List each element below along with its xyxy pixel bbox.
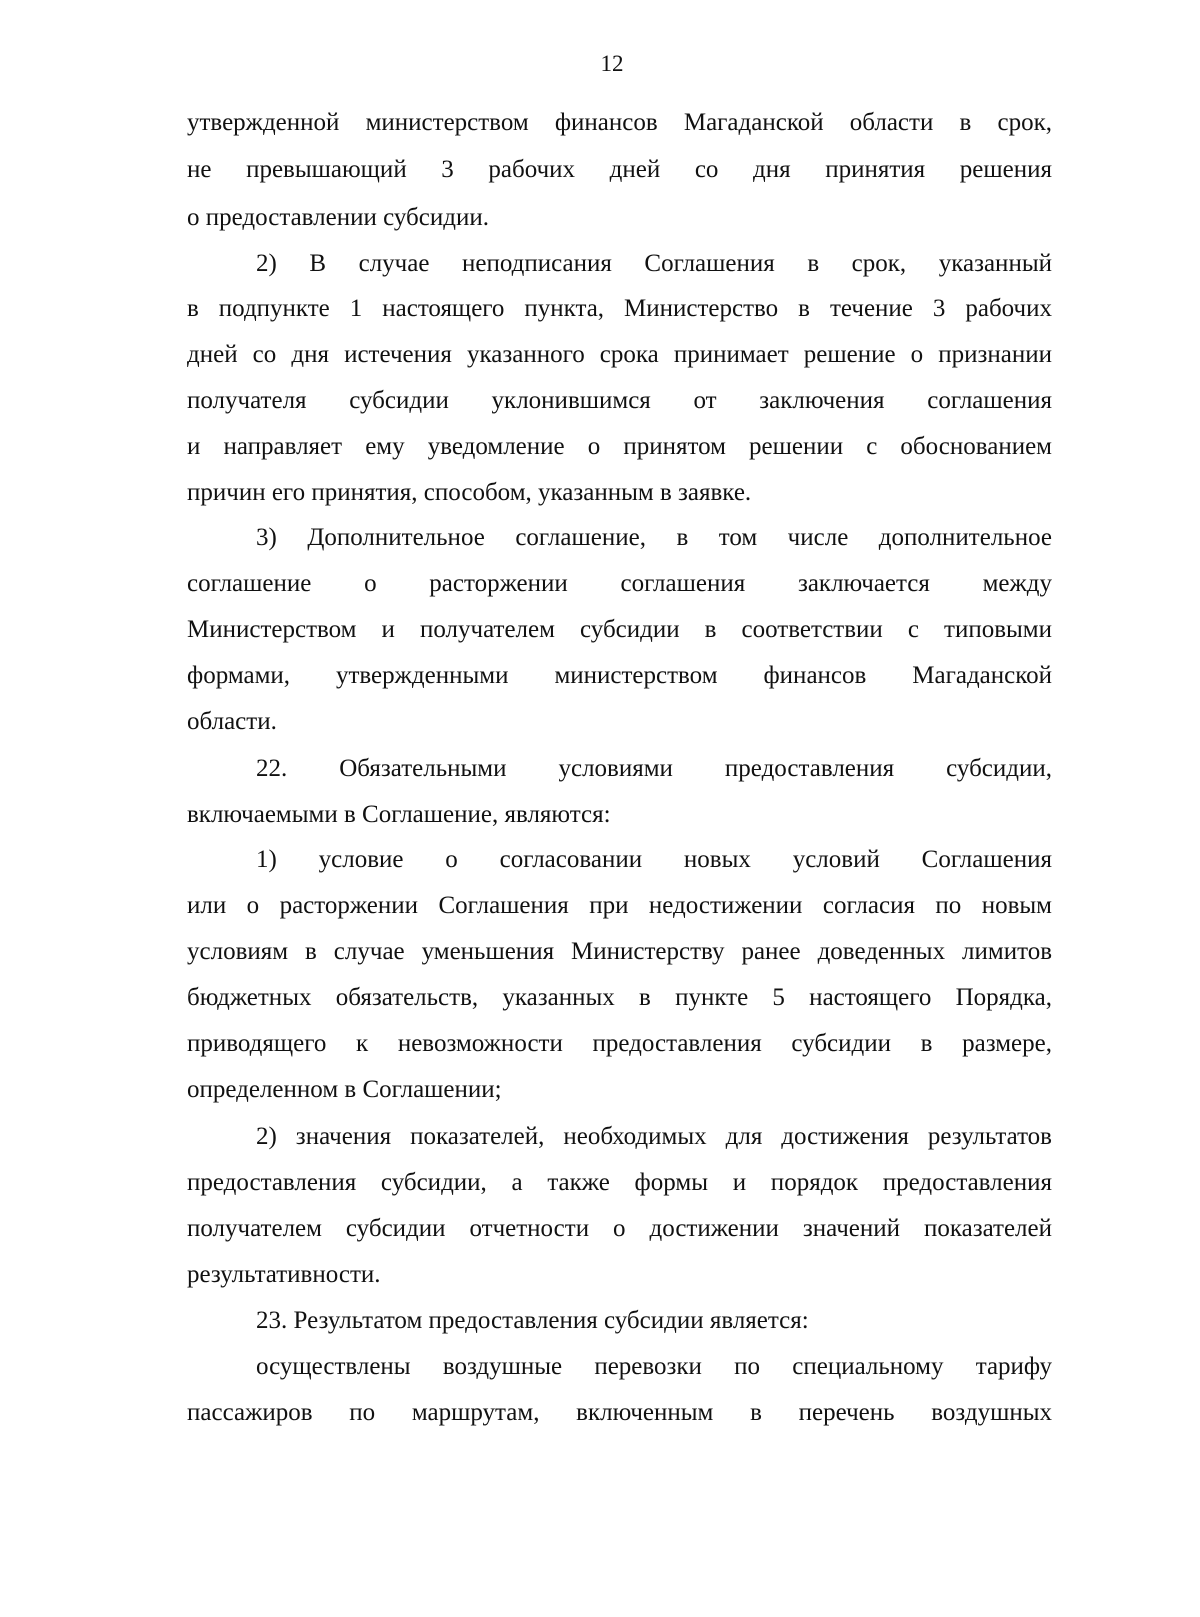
text-line: и направляет ему уведомление о принятом решении с обоснованием: [187, 433, 1052, 460]
text-line: не превышающий 3 рабочих дней со дня принятия решения: [187, 156, 1052, 183]
text-line: бюджетных обязательств, указанных в пункте 5 настоящего Порядка,: [187, 984, 1052, 1011]
text-line: Министерством и получателем субсидии в соответствии с типовыми: [187, 616, 1052, 643]
text-line: 23. Результатом предоставления субсидии является:: [256, 1307, 809, 1334]
text-line: включаемыми в Соглашение, являются:: [187, 801, 611, 828]
text-line: о предоставлении субсидии.: [187, 204, 489, 231]
text-line: приводящего к невозможности предоставления субсидии в размере,: [187, 1030, 1052, 1057]
text-line: соглашение о расторжении соглашения заключается между: [187, 570, 1052, 597]
text-line: определенном в Соглашении;: [187, 1076, 502, 1103]
text-line: или о расторжении Соглашения при недостижении согласия по новым: [187, 892, 1052, 919]
page-number: 12: [600, 51, 624, 76]
text-line: причин его принятия, способом, указанным в заявке.: [187, 479, 752, 506]
text-line: формами, утвержденными министерством финансов Магаданской: [187, 662, 1052, 689]
text-line: в подпункте 1 настоящего пункта, Министерство в течение 3 рабочих: [187, 295, 1052, 322]
text-line: утвержденной министерством финансов Магаданской области в срок,: [187, 109, 1052, 136]
text-line: осуществлены воздушные перевозки по специальному тарифу: [256, 1353, 1052, 1380]
text-line: 22. Обязательными условиями предоставления субсидии,: [256, 755, 1052, 782]
text-line: 1) условие о согласовании новых условий Соглашения: [256, 846, 1052, 873]
text-line: дней со дня истечения указанного срока принимает решение о признании: [187, 341, 1052, 368]
text-line: области.: [187, 708, 277, 735]
text-line: результативности.: [187, 1261, 381, 1288]
text-line: условиям в случае уменьшения Министерству ранее доведенных лимитов: [187, 938, 1052, 965]
text-line: 2) В случае неподписания Соглашения в срок, указанный: [256, 250, 1052, 277]
text-line: получателем субсидии отчетности о достижении значений показателей: [187, 1215, 1052, 1242]
text-line: пассажиров по маршрутам, включенным в перечень воздушных: [187, 1399, 1052, 1426]
text-line: 2) значения показателей, необходимых для достижения результатов: [256, 1123, 1052, 1150]
text-line: предоставления субсидии, а также формы и порядок предоставления: [187, 1169, 1052, 1196]
text-line: 3) Дополнительное соглашение, в том числе дополнительное: [256, 524, 1052, 551]
text-line: получателя субсидии уклонившимся от заключения соглашения: [187, 387, 1052, 414]
